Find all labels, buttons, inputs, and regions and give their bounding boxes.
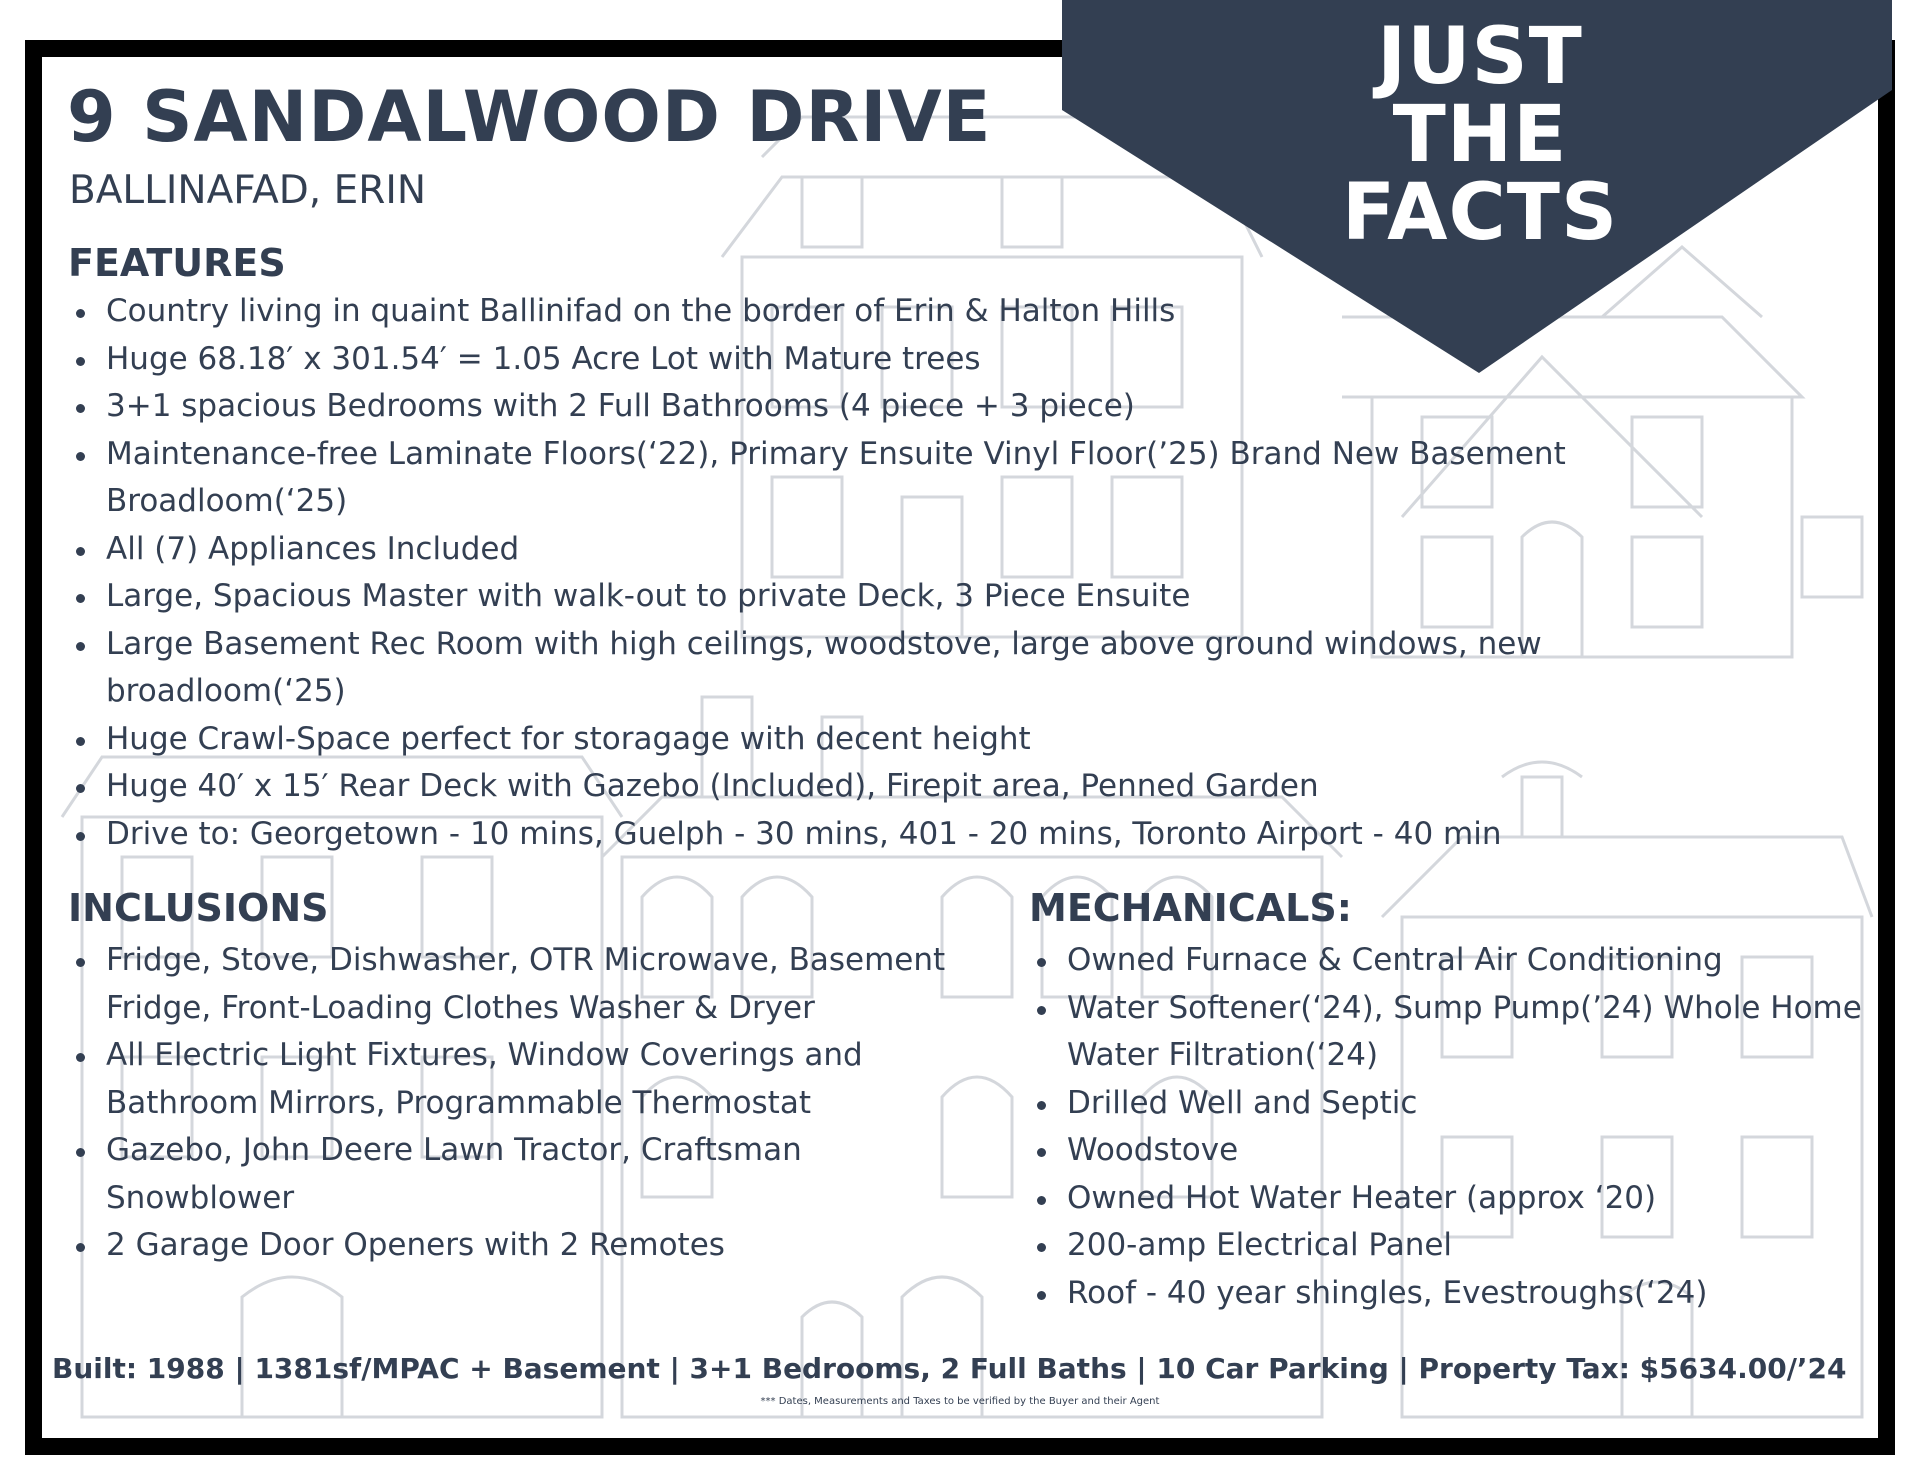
mechanicals-list — [1029, 937, 1869, 1317]
disclaimer-note: *** Dates, Measurements and Taxes to be verified by the Buyer and their Agent — [760, 1396, 1160, 1407]
list-item: All Electric Light Fixtures, Window Coverings and Bathroom Mirrors, Programmable Thermostat — [68, 1032, 988, 1127]
list-item: Woodstove — [1029, 1127, 1869, 1175]
list-item: 3+1 spacious Bedrooms with 2 Full Bathrooms (4 piece + 3 piece) — [68, 383, 1708, 431]
list-item: Drilled Well and Septic — [1029, 1080, 1869, 1128]
banner-line-1: JUST — [1377, 12, 1583, 102]
list-item: Country living in quaint Ballinifad on the border of Erin & Halton Hills — [68, 288, 1708, 336]
list-item: Owned Hot Water Heater (approx ‘20) — [1029, 1175, 1869, 1223]
list-item: 200-amp Electrical Panel — [1029, 1222, 1869, 1270]
mechanicals-heading: MECHANICALS: — [1029, 886, 1352, 930]
list-item: Drive to: Georgetown - 10 mins, Guelph - 30 mins, 401 - 20 mins, Toronto Airport - 40 min — [68, 811, 1708, 859]
banner-line-3: FACTS — [1341, 168, 1619, 258]
page-title: 9 SANDALWOOD DRIVE — [67, 76, 992, 158]
list-item: All (7) Appliances Included — [68, 526, 1708, 574]
inclusions-heading: INCLUSIONS — [68, 886, 329, 930]
list-item: Large, Spacious Master with walk-out to private Deck, 3 Piece Ensuite — [68, 573, 1708, 621]
inclusions-list — [68, 937, 988, 1270]
list-item: 2 Garage Door Openers with 2 Remotes — [68, 1222, 988, 1270]
list-item: Fridge, Stove, Dishwasher, OTR Microwave, Basement Fridge, Front-Loading Clothes Washer & Dryer — [68, 937, 988, 1032]
features-heading: FEATURES — [68, 241, 286, 285]
list-item: Huge Crawl-Space perfect for storagage with decent height — [68, 716, 1708, 764]
banner-line-2: THE — [1392, 90, 1568, 180]
list-item: Water Softener(‘24), Sump Pump(’24) Whole Home Water Filtration(‘24) — [1029, 985, 1869, 1080]
list-item: Gazebo, John Deere Lawn Tractor, Craftsman Snowblower — [68, 1127, 988, 1222]
list-item: Maintenance-free Laminate Floors(‘22), Primary Ensuite Vinyl Floor(’25) Brand New Basement Broadloom(‘25) — [68, 431, 1708, 526]
list-item: Huge 68.18′ x 301.54′ = 1.05 Acre Lot with Mature trees — [68, 336, 1708, 384]
list-item: Large Basement Rec Room with high ceilings, woodstove, large above ground windows, new broadloom(‘25) — [68, 621, 1708, 716]
list-item: Roof - 40 year shingles, Evestroughs(‘24) — [1029, 1270, 1869, 1318]
list-item: Huge 40′ x 15′ Rear Deck with Gazebo (Included), Firepit area, Penned Garden — [68, 763, 1708, 811]
features-list — [68, 288, 1708, 858]
list-item: Owned Furnace & Central Air Conditioning — [1029, 937, 1869, 985]
location-subtitle: BALLINAFAD, ERIN — [69, 168, 427, 213]
property-summary: Built: 1988 | 1381sf/MPAC + Basement | 3+1 Bedrooms, 2 Full Baths | 10 Car Parking | Property Tax: $5634.00/’24 — [52, 1352, 1847, 1385]
banner-text — [1310, 12, 1650, 258]
